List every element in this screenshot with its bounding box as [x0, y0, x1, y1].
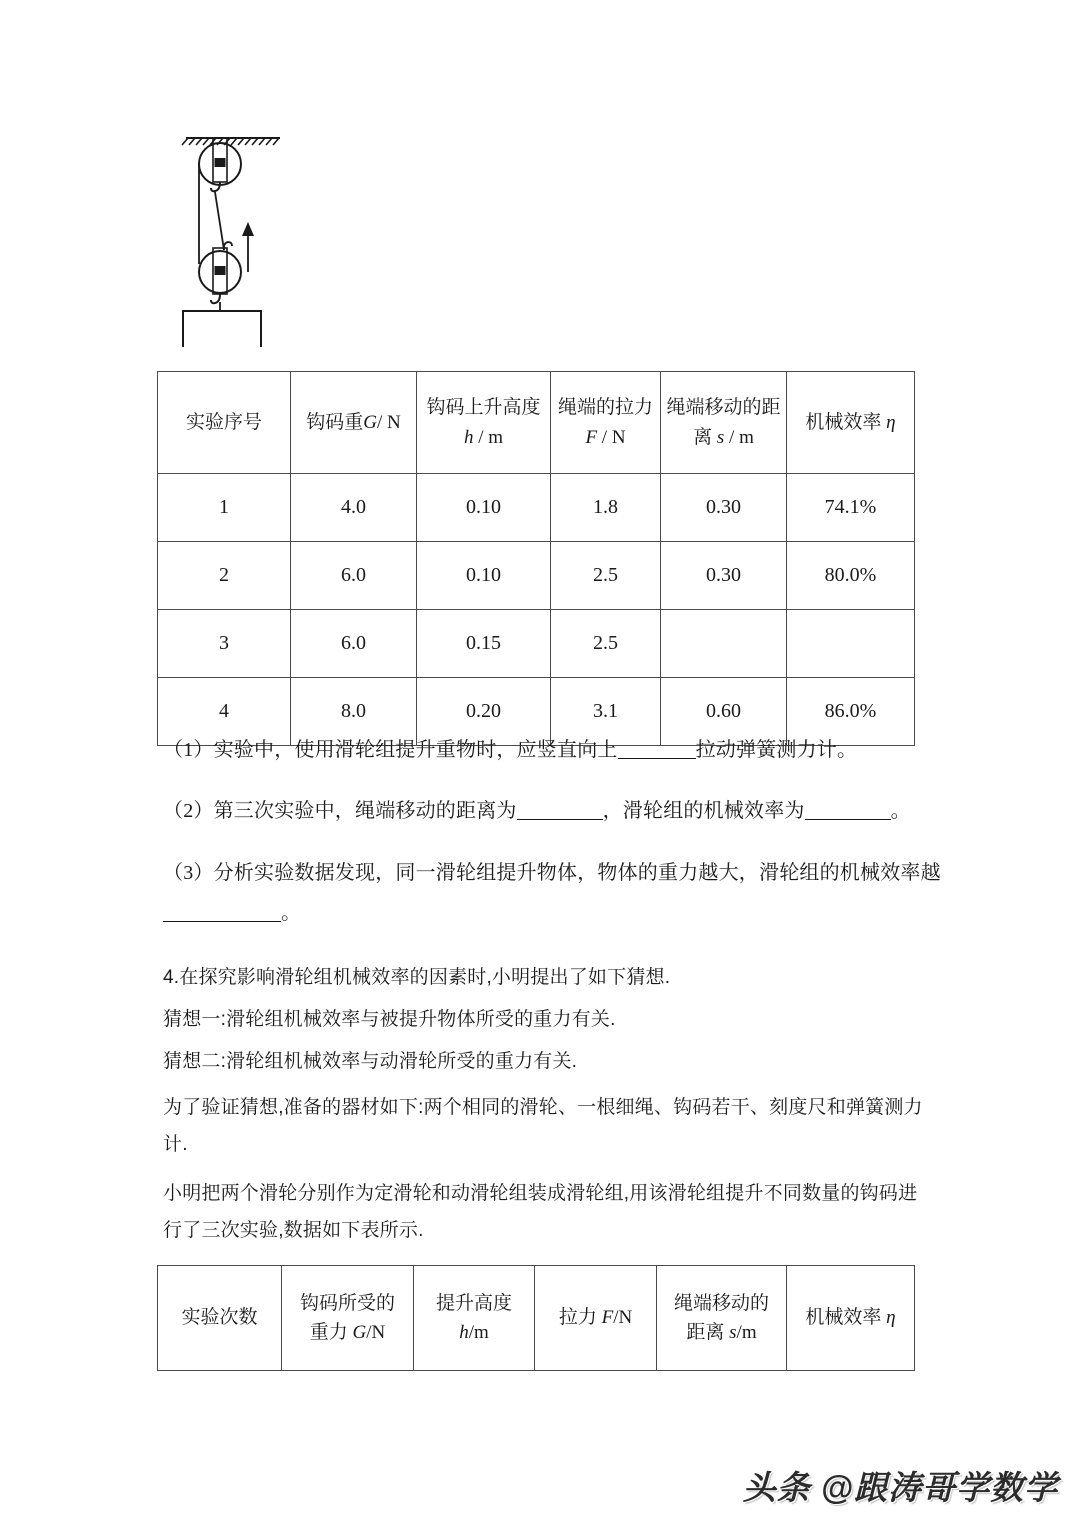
- header-experiment-count: 实验次数: [158, 1266, 282, 1371]
- cell-experiment-number: 3: [158, 610, 291, 678]
- table-header-row: [158, 1266, 915, 1371]
- cell-height: 0.20: [417, 678, 551, 746]
- header-experiment-number: 实验序号: [158, 372, 291, 474]
- problem-4-intro: 4.在探究影响滑轮组机械效率的因素时,小明提出了如下猜想.: [163, 967, 671, 988]
- experiment-data-table-2: [157, 1265, 915, 1371]
- table-row: [158, 542, 915, 610]
- table-header-row: [158, 372, 915, 474]
- cell-height: 0.10: [417, 474, 551, 542]
- cell-efficiency: 74.1%: [787, 474, 915, 542]
- cell-weight: 6.0: [291, 610, 417, 678]
- up-arrow-icon: [242, 222, 254, 236]
- watermark: 头条 @跟涛哥学数学: [742, 1469, 1058, 1506]
- cell-height: 0.10: [417, 542, 551, 610]
- ceiling-icon: [182, 138, 280, 145]
- cell-efficiency: [787, 610, 915, 678]
- header-weight-g: 钩码所受的 重力 G/N: [282, 1266, 414, 1371]
- table-row: [158, 474, 915, 542]
- cell-height: 0.15: [417, 610, 551, 678]
- answer-blank[interactable]: [163, 921, 281, 922]
- question-3-line-2: 。: [163, 898, 301, 929]
- cell-force: 1.8: [551, 474, 661, 542]
- header-lift-height-h: 提升高度 h/m: [414, 1266, 535, 1371]
- fixed-pulley-icon: [199, 138, 241, 191]
- header-efficiency-eta: 机械效率 η: [787, 1266, 915, 1371]
- cell-efficiency: 86.0%: [787, 678, 915, 746]
- cell-experiment-number: 2: [158, 542, 291, 610]
- cell-distance: 0.30: [661, 542, 787, 610]
- answer-blank[interactable]: [618, 758, 696, 759]
- cell-force: 2.5: [551, 610, 661, 678]
- header-rope-distance-s: 绳端移动的距 离 s / m: [661, 372, 787, 474]
- cell-force: 2.5: [551, 542, 661, 610]
- cell-force: 3.1: [551, 678, 661, 746]
- answer-blank[interactable]: [517, 819, 603, 820]
- cell-experiment-number: 1: [158, 474, 291, 542]
- cell-distance: [661, 610, 787, 678]
- cell-weight: 4.0: [291, 474, 417, 542]
- cell-weight: 8.0: [291, 678, 417, 746]
- header-weight-g: 钩码重G/ N: [291, 372, 417, 474]
- cell-efficiency: 80.0%: [787, 542, 915, 610]
- header-rope-force-f: 绳端的拉力 F / N: [551, 372, 661, 474]
- table-1-body: [158, 474, 915, 746]
- question-1: （1）实验中，使用滑轮组提升重物时，应竖直向上 拉动弹簧测力计。: [163, 739, 858, 761]
- problem-4-guess-1: 猜想一:滑轮组机械效率与被提升物体所受的重力有关.: [163, 1009, 616, 1030]
- cell-weight: 6.0: [291, 542, 417, 610]
- problem-4-equipment: 为了验证猜想,准备的器材如下:两个相同的滑轮、一根细绳、钩码若干、刻度尺和弹簧测力计.: [163, 1097, 923, 1156]
- load-block-icon: [183, 311, 261, 347]
- cell-experiment-number: 4: [158, 678, 291, 746]
- movable-pulley-icon: [199, 242, 241, 311]
- problem-4-method: 小明把两个滑轮分别作为定滑轮和动滑轮组装成滑轮组,用该滑轮组提升不同数量的钩码进行了三次实验,数据如下表所示.: [163, 1183, 918, 1242]
- table-row: [158, 610, 915, 678]
- header-rise-height-h: 钩码上升高度 h / m: [417, 372, 551, 474]
- problem-4-guess-2: 猜想二:滑轮组机械效率与动滑轮所受的重力有关.: [163, 1051, 578, 1072]
- answer-blank[interactable]: [805, 819, 891, 820]
- question-2: （2）第三次实验中，绳端移动的距离为 ，滑轮组的机械效率为 。: [163, 800, 911, 822]
- experiment-data-table-1: [157, 371, 915, 746]
- cell-distance: 0.30: [661, 474, 787, 542]
- pulley-system-diagram: [168, 122, 308, 347]
- header-rope-distance-s: 绳端移动的 距离 s/m: [657, 1266, 787, 1371]
- question-3-line-1: （3）分析实验数据发现，同一滑轮组提升物体，物体的重力越大，滑轮组的机械效率越: [163, 862, 941, 884]
- header-efficiency-eta: 机械效率 η: [787, 372, 915, 474]
- cell-distance: 0.60: [661, 678, 787, 746]
- header-force-f: 拉力 F/N: [535, 1266, 657, 1371]
